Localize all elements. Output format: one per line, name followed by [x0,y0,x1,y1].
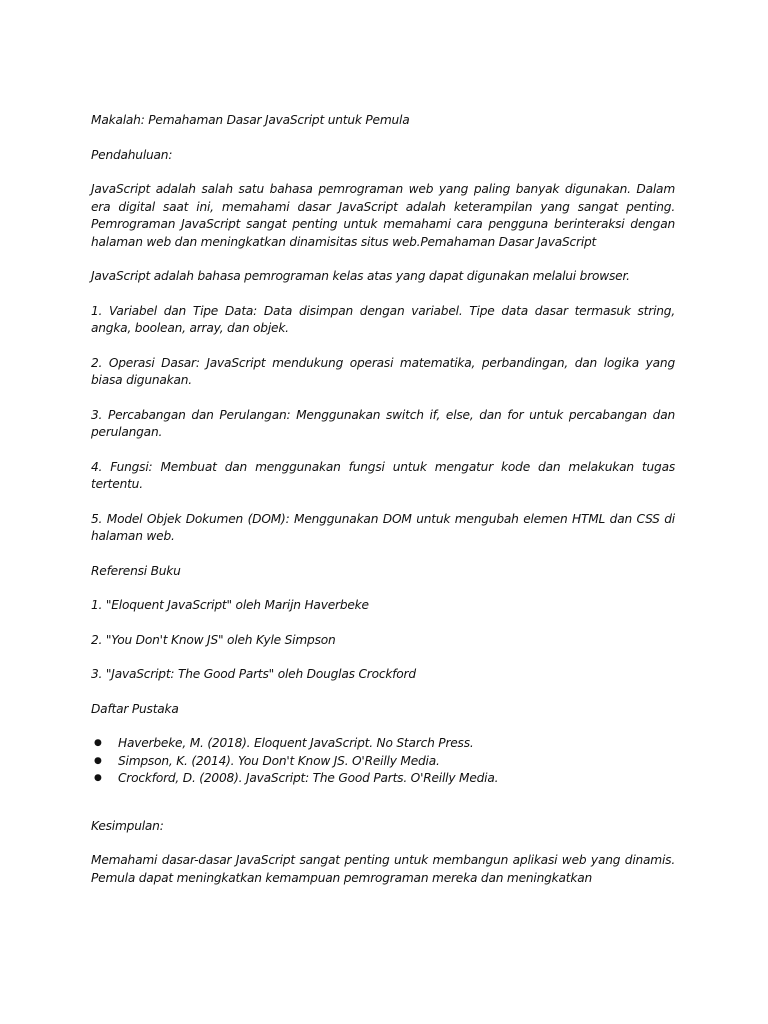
reference-list [91,735,675,788]
intro-heading: Pendahuluan: [91,147,173,162]
book-item: 3. "JavaScript: The Good Parts" oleh Douglas Crockford [91,667,416,681]
bullet-icon: ● [94,738,102,748]
book-item: 2. "You Don't Know JS" oleh Kyle Simpson [91,632,336,647]
point-branching: 3. Percabangan dan Perulangan: Menggunakan switch if, else, dan for untuk percabangan dan perulangan. [91,407,675,439]
list-item [91,753,675,771]
point-variables: 1. Variabel dan Tipe Data: Data disimpan dengan variabel. Tipe data dasar termasuk string, angka, boolean, array, dan objek. [91,303,675,335]
document-title: Makalah: Pemahaman Dasar JavaScript untuk Pemula [91,113,410,127]
book-item: 1. "Eloquent JavaScript" oleh Marijn Haverbeke [91,598,369,612]
bullet-icon: ● [94,773,102,783]
point-operations: 2. Operasi Dasar: JavaScript mendukung operasi matematika, perbandingan, dan logika yang biasa digunakan. [91,355,675,387]
conclusion-heading: Kesimpulan: [91,818,164,833]
conclusion-paragraph: Memahami dasar-dasar JavaScript sangat penting untuk membangun aplikasi web yang dinamis. Pemula dapat meningkatkan kemampuan pemrograman mereka dan meningkatkan [91,853,675,885]
definition-paragraph: JavaScript adalah bahasa pemrograman kelas atas yang dapat digunakan melalui browser. [91,269,630,283]
list-item [91,770,675,788]
document-page [91,112,675,904]
books-heading: Referensi Buku [91,563,181,578]
point-dom: 5. Model Objek Dokumen (DOM): Menggunakan DOM untuk mengubah elemen HTML dan CSS di halaman web. [91,511,675,543]
bullet-icon: ● [94,755,102,766]
reference-text: Haverbeke, M. (2018). Eloquent JavaScript. No Starch Press. [118,736,474,750]
list-item [91,735,675,753]
reference-text: Crockford, D. (2008). JavaScript: The Good Parts. O'Reilly Media. [118,771,499,785]
intro-paragraph: JavaScript adalah salah satu bahasa pemrograman web yang paling banyak digunakan. Dalam era digital saat ini, memahami dasar JavaScript adalah keterampilan yang sangat penting. Pemrograman JavaScript sangat penting untuk memahami cara pengguna berinteraksi dengan halaman web dan meningkatkan dinamisitas situs web.Pemahaman Dasar JavaScript [91,182,675,249]
point-functions: 4. Fungsi: Membuat dan menggunakan fungsi untuk mengatur kode dan melakukan tugas tertentu. [91,459,675,491]
references-heading: Daftar Pustaka [91,701,179,716]
reference-text: Simpson, K. (2014). You Don't Know JS. O'Reilly Media. [118,753,440,768]
